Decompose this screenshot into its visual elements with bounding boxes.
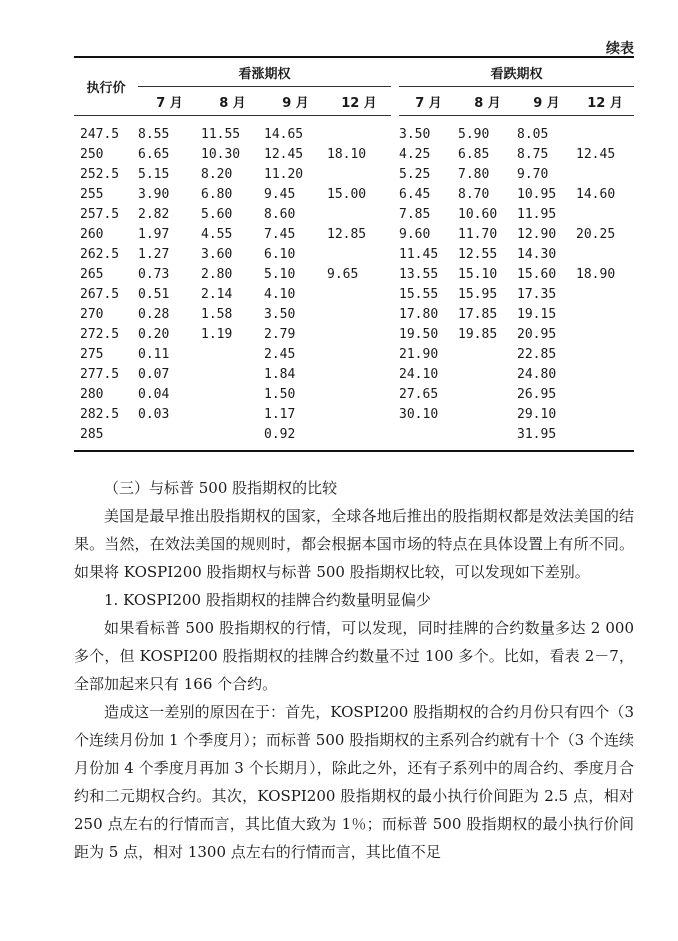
call-month-header: 9 月 [264, 87, 327, 116]
call-price-cell [327, 364, 391, 384]
strike-cell: 280 [80, 386, 104, 402]
put-price-cell: 15.10 [458, 266, 498, 282]
put-price-cell: 10.60 [458, 206, 498, 222]
table-row [74, 364, 634, 384]
put-price-cell [576, 284, 634, 304]
paragraph: 造成这一差别的原因在于：首先，KOSPI200 股指期权的合约月份只有四个（3 个连续月份加 1 个季度月）；而标普 500 股指期权的主系列合约就有十个（3 个连续月份加 4 个季度月再加 3 个长期月），除此之外，还有子系列中的周合约、季度月合约和二元期权合约。其次，KOSPI200 股指期权的最小执行价间距为 2.5 点，相对 250 点左右的行情而言，其比值大致为 1％；而标普 500 股指期权的最小执行价间距为 5 点，相对 1300 点左右的行情而言，其比值不足 [74, 703, 634, 861]
call-price-cell [327, 404, 391, 424]
call-price-cell: 5.10 [264, 266, 296, 282]
table-row [74, 204, 634, 224]
put-price-cell: 12.90 [517, 226, 557, 242]
call-price-cell: 6.80 [201, 186, 233, 202]
table-row [74, 344, 634, 364]
call-price-cell: 12.85 [327, 226, 367, 242]
put-price-cell [458, 384, 517, 404]
call-price-cell: 0.07 [138, 366, 170, 382]
column-gap [391, 424, 399, 451]
call-price-cell [201, 364, 264, 384]
paragraph: 如果看标普 500 股指期权的行情，可以发现，同时挂牌的合约数量多达 2 000 多个，但 KOSPI200 股指期权的挂牌合约数量不过 100 多个。比如，看表 2－7，全部加起来只有 166 个合约。 [74, 619, 634, 693]
column-gap [391, 244, 399, 264]
call-price-cell: 15.00 [327, 186, 367, 202]
put-month-header: 7 月 [399, 87, 458, 116]
put-price-cell [399, 424, 458, 451]
put-price-cell: 3.50 [399, 126, 431, 142]
put-price-cell: 22.85 [517, 346, 557, 362]
put-price-cell: 15.55 [399, 286, 439, 302]
call-price-cell: 9.65 [327, 266, 359, 282]
strike-cell: 270 [80, 306, 104, 322]
strike-cell: 252.5 [80, 166, 120, 182]
put-price-cell: 12.45 [576, 146, 616, 162]
table-row [74, 116, 634, 145]
strike-cell: 257.5 [80, 206, 120, 222]
call-price-cell: 0.28 [138, 306, 170, 322]
put-price-cell: 9.70 [517, 166, 549, 182]
table-row [74, 144, 634, 164]
put-price-cell: 10.95 [517, 186, 557, 202]
strike-cell: 250 [80, 146, 104, 162]
put-price-cell [576, 304, 634, 324]
put-price-cell [458, 364, 517, 384]
call-price-cell: 9.45 [264, 186, 296, 202]
strike-cell: 282.5 [80, 406, 120, 422]
column-gap [391, 284, 399, 304]
put-price-cell: 14.30 [517, 246, 557, 262]
put-price-cell: 7.80 [458, 166, 490, 182]
call-price-cell: 2.82 [138, 206, 170, 222]
strike-cell: 247.5 [80, 126, 120, 142]
call-price-cell: 2.80 [201, 266, 233, 282]
call-price-cell: 0.04 [138, 386, 170, 402]
call-price-cell: 4.55 [201, 226, 233, 242]
table-row [74, 284, 634, 304]
put-price-cell [576, 344, 634, 364]
call-price-cell: 1.58 [201, 306, 233, 322]
put-price-cell: 21.90 [399, 346, 439, 362]
strike-cell: 260 [80, 226, 104, 242]
call-price-cell: 18.10 [327, 146, 367, 162]
body-text [74, 474, 634, 866]
column-gap [391, 144, 399, 164]
put-price-cell [576, 244, 634, 264]
call-price-cell: 2.45 [264, 346, 296, 362]
call-price-cell: 6.65 [138, 146, 170, 162]
put-price-cell: 19.15 [517, 306, 557, 322]
strike-cell: 285 [80, 426, 104, 442]
put-price-cell: 11.70 [458, 226, 498, 242]
column-gap [391, 184, 399, 204]
strike-cell: 255 [80, 186, 104, 202]
put-price-cell: 11.45 [399, 246, 439, 262]
table-row [74, 264, 634, 284]
call-price-cell [327, 384, 391, 404]
put-price-cell: 5.90 [458, 126, 490, 142]
put-price-cell: 4.25 [399, 146, 431, 162]
put-price-cell: 29.10 [517, 406, 557, 422]
call-price-cell [327, 304, 391, 324]
call-price-cell [327, 204, 391, 224]
put-price-cell: 7.85 [399, 206, 431, 222]
put-price-cell: 18.90 [576, 266, 616, 282]
table-row [74, 324, 634, 344]
call-options-header: 看涨期权 [138, 57, 391, 87]
call-price-cell [201, 424, 264, 451]
table-row [74, 304, 634, 324]
table-row [74, 184, 634, 204]
put-price-cell: 13.55 [399, 266, 439, 282]
call-price-cell [327, 344, 391, 364]
call-price-cell: 2.79 [264, 326, 296, 342]
put-price-cell: 8.05 [517, 126, 549, 142]
strike-cell: 262.5 [80, 246, 120, 262]
put-price-cell: 6.85 [458, 146, 490, 162]
column-gap [391, 224, 399, 244]
call-price-cell [327, 116, 391, 145]
option-quote-table [74, 56, 634, 452]
call-month-header: 7 月 [138, 87, 201, 116]
column-gap [391, 404, 399, 424]
put-price-cell [576, 204, 634, 224]
call-price-cell [201, 344, 264, 364]
put-price-cell: 15.60 [517, 266, 557, 282]
strike-cell: 275 [80, 346, 104, 362]
call-price-cell: 8.20 [201, 166, 233, 182]
put-price-cell: 19.50 [399, 326, 439, 342]
column-gap [391, 164, 399, 184]
call-price-cell [327, 324, 391, 344]
put-price-cell [576, 324, 634, 344]
column-gap [391, 324, 399, 344]
put-price-cell [576, 116, 634, 145]
table-row [74, 424, 634, 451]
call-price-cell: 0.73 [138, 266, 170, 282]
put-price-cell: 8.75 [517, 146, 549, 162]
strike-cell: 272.5 [80, 326, 120, 342]
call-price-cell: 1.84 [264, 366, 296, 382]
put-options-header: 看跌期权 [399, 57, 634, 87]
column-gap [391, 264, 399, 284]
column-gap [391, 204, 399, 224]
table-row [74, 164, 634, 184]
put-price-cell: 24.80 [517, 366, 557, 382]
call-price-cell: 14.65 [264, 126, 304, 142]
put-price-cell: 12.55 [458, 246, 498, 262]
put-price-cell: 14.60 [576, 186, 616, 202]
call-price-cell [138, 424, 201, 451]
call-price-cell: 10.30 [201, 146, 241, 162]
put-price-cell: 19.85 [458, 326, 498, 342]
put-price-cell [576, 404, 634, 424]
put-price-cell [458, 404, 517, 424]
put-price-cell: 11.95 [517, 206, 557, 222]
option-quote-table-wrapper [74, 56, 634, 452]
put-price-cell: 5.25 [399, 166, 431, 182]
call-price-cell [327, 424, 391, 451]
put-price-cell [458, 344, 517, 364]
call-price-cell: 11.20 [264, 166, 304, 182]
call-price-cell: 0.20 [138, 326, 170, 342]
put-price-cell: 31.95 [517, 426, 557, 442]
strike-header: 执行价 [74, 57, 138, 116]
call-price-cell [201, 384, 264, 404]
strike-cell: 265 [80, 266, 104, 282]
put-month-header: 8 月 [458, 87, 517, 116]
call-price-cell: 2.14 [201, 286, 233, 302]
subsection-heading: 1. KOSPI200 股指期权的挂牌合约数量明显偏少 [104, 591, 431, 609]
put-price-cell: 30.10 [399, 406, 439, 422]
call-price-cell: 4.10 [264, 286, 296, 302]
call-price-cell: 0.92 [264, 426, 296, 442]
put-price-cell: 8.70 [458, 186, 490, 202]
call-price-cell: 3.60 [201, 246, 233, 262]
call-price-cell: 0.51 [138, 286, 170, 302]
call-price-cell [327, 244, 391, 264]
column-gap [391, 364, 399, 384]
table-row [74, 404, 634, 424]
section-heading: （三）与标普 500 股指期权的比较 [104, 479, 338, 497]
put-month-header: 12 月 [576, 87, 634, 116]
put-price-cell: 9.60 [399, 226, 431, 242]
call-price-cell: 0.03 [138, 406, 170, 422]
call-price-cell: 5.60 [201, 206, 233, 222]
column-gap [391, 304, 399, 324]
call-price-cell: 1.17 [264, 406, 296, 422]
put-price-cell: 17.35 [517, 286, 557, 302]
call-price-cell: 3.50 [264, 306, 296, 322]
put-price-cell: 6.45 [399, 186, 431, 202]
call-price-cell: 1.50 [264, 386, 296, 402]
call-price-cell [327, 164, 391, 184]
table-header [74, 57, 634, 116]
put-price-cell: 20.25 [576, 226, 616, 242]
put-price-cell: 15.95 [458, 286, 498, 302]
call-price-cell: 1.27 [138, 246, 170, 262]
column-gap [391, 116, 399, 145]
call-price-cell [327, 284, 391, 304]
strike-cell: 277.5 [80, 366, 120, 382]
put-price-cell: 17.85 [458, 306, 498, 322]
call-month-header: 12 月 [327, 87, 391, 116]
call-price-cell: 0.11 [138, 346, 170, 362]
put-price-cell: 24.10 [399, 366, 439, 382]
table-row [74, 384, 634, 404]
call-price-cell: 7.45 [264, 226, 296, 242]
call-price-cell: 1.19 [201, 326, 233, 342]
strike-cell: 267.5 [80, 286, 120, 302]
put-price-cell: 26.95 [517, 386, 557, 402]
continued-table-label: 续表 [606, 41, 634, 57]
call-price-cell: 12.45 [264, 146, 304, 162]
call-price-cell: 11.55 [201, 126, 241, 142]
paragraph: 美国是最早推出股指期权的国家，全球各地后推出的股指期权都是效法美国的结果。当然，在效法美国的规则时，都会根据本国市场的特点在具体设置上有所不同。如果将 KOSPI200 股指期权与标普 500 股指期权比较，可以发现如下差别。 [74, 507, 634, 581]
call-price-cell: 8.55 [138, 126, 170, 142]
column-gap [391, 344, 399, 364]
put-price-cell [576, 384, 634, 404]
put-price-cell [458, 424, 517, 451]
table-row [74, 244, 634, 264]
put-price-cell [576, 424, 634, 451]
call-price-cell: 3.90 [138, 186, 170, 202]
call-price-cell [201, 404, 264, 424]
call-price-cell: 1.97 [138, 226, 170, 242]
call-price-cell: 6.10 [264, 246, 296, 262]
put-price-cell [576, 364, 634, 384]
table-row [74, 224, 634, 244]
call-month-header: 8 月 [201, 87, 264, 116]
put-price-cell: 27.65 [399, 386, 439, 402]
put-price-cell: 20.95 [517, 326, 557, 342]
call-price-cell: 8.60 [264, 206, 296, 222]
call-price-cell: 5.15 [138, 166, 170, 182]
put-price-cell [576, 164, 634, 184]
put-month-header: 9 月 [517, 87, 576, 116]
column-gap [391, 384, 399, 404]
table-body [74, 116, 634, 452]
put-price-cell: 17.80 [399, 306, 439, 322]
